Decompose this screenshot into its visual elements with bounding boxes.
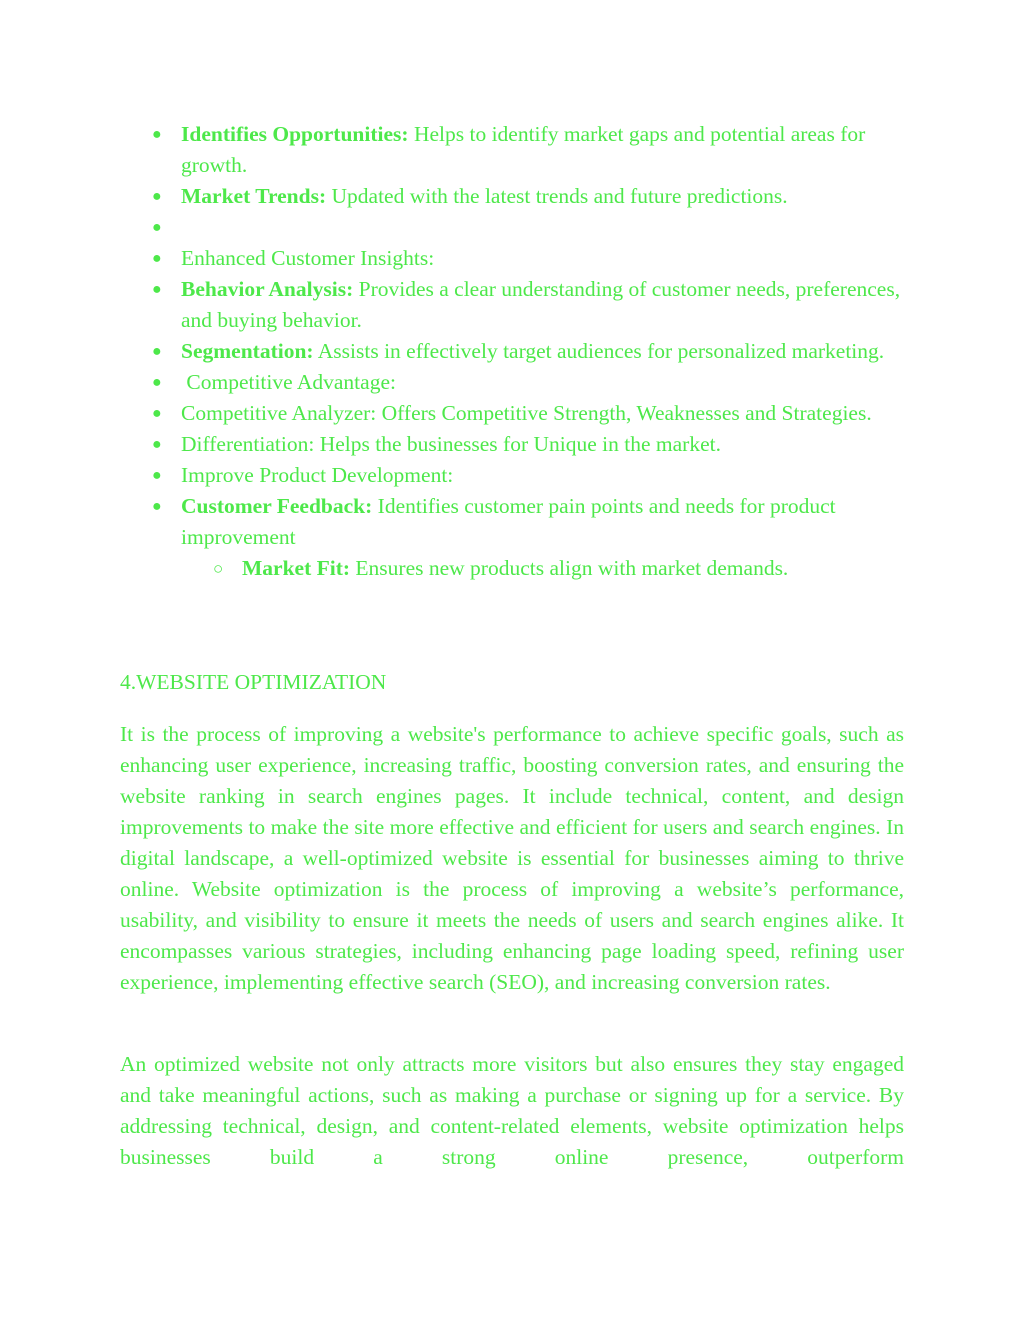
list-item: ● Market Trends: Updated with the latest trends and future predictions.	[120, 181, 904, 212]
sub-list-item: ○ Market Fit: Ensures new products align with market demands.	[120, 553, 904, 584]
list-item: ● Customer Feedback: Identifies customer pain points and needs for product improvement	[120, 491, 904, 553]
bullet-icon: ●	[152, 405, 162, 422]
section-heading: 4.WEBSITE OPTIMIZATION	[120, 670, 387, 694]
bullet-icon: ●	[152, 343, 162, 360]
bullet-icon: ●	[152, 219, 162, 236]
bullet-list	[120, 119, 904, 584]
bullet-icon: ●	[152, 250, 162, 267]
bullet-icon: ●	[152, 436, 162, 453]
paragraph: It is the process of improving a website's performance to achieve specific goals, such as enhancing user experience, increasing traffic, boosting conversion rates, and ensuring the website ranking in search engines pages. It include technical, content, and design improvements to make the site more effective and efficient for users and search engines. In digital landscape, a well-optimized website is essential for businesses aiming to thrive online. Website optimization is the process of improving a website’s performance, usability, and visibility to ensure it meets the needs of users and search engines alike. It encompasses various strategies, including enhancing page loading speed, refining user experience, implementing effective search (SEO), and increasing conversion rates.	[120, 722, 904, 994]
bullet-icon: ●	[152, 374, 162, 391]
list-item: ● Differentiation: Helps the businesses for Unique in the market.	[120, 429, 904, 460]
bullet-icon: ●	[152, 188, 162, 205]
paragraph: An optimized website not only attracts more visitors but also ensures they stay engaged and take meaningful actions, such as making a purchase or signing up for a service. By addressing technical, design, and content-related elements, website optimization helps businesses build a strong online presence, outperform	[120, 1052, 904, 1169]
list-item: ● Identifies Opportunities: Helps to identify market gaps and potential areas for growth.	[120, 119, 904, 181]
list-item: ● Improve Product Development:	[120, 460, 904, 491]
list-item: ● Enhanced Customer Insights:	[120, 243, 904, 274]
list-item: ● Behavior Analysis: Provides a clear understanding of customer needs, preferences, and buying behavior.	[120, 274, 904, 336]
list-item	[120, 212, 904, 243]
bullet-icon: ●	[152, 281, 162, 298]
bullet-icon: ●	[152, 467, 162, 484]
list-item: ● Competitive Advantage:	[120, 367, 904, 398]
bullet-icon: ●	[152, 126, 162, 143]
list-item: ● Competitive Analyzer: Offers Competitive Strength, Weaknesses and Strategies.	[120, 398, 904, 429]
hollow-bullet-icon: ○	[213, 559, 224, 578]
list-item: ● Segmentation: Assists in effectively target audiences for personalized marketing.	[120, 336, 904, 367]
bullet-icon: ●	[152, 498, 162, 515]
